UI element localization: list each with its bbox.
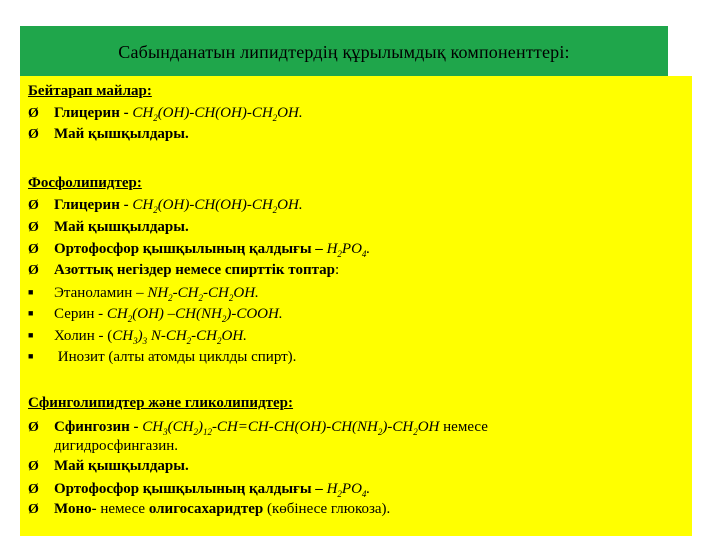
formula-text: ) [197, 419, 203, 435]
title-text: Сабынданатын липидтердің құрылымдық компоненттері: [118, 41, 570, 62]
item-text: немесе [439, 419, 488, 435]
formula-text: CH [142, 419, 164, 435]
formula-subscript: 2 [337, 489, 342, 499]
formula-text: (OH) –CH(NH [132, 306, 222, 322]
formula-text: (CH [167, 419, 194, 435]
formula-text: OH. [277, 197, 303, 213]
formula-text: ) [137, 328, 143, 344]
list-item-continuation [54, 437, 178, 455]
formula-subscript: 2 [272, 113, 278, 123]
formula-text: -CH=CH-CH(OH)-CH(NH [211, 419, 378, 435]
formula-subscript: 2 [198, 293, 204, 303]
arrow-bullet-icon: Ø [28, 220, 39, 235]
item-label: Май қышқылдары. [54, 458, 189, 474]
arrow-bullet-icon: Ø [28, 127, 39, 142]
item-text: дигидросфингазин. [54, 438, 178, 454]
item-text: (көбінесе глюкоза). [263, 501, 391, 517]
formula-text: -CH [172, 285, 199, 301]
list-item [28, 457, 189, 476]
item-label: олигосахаридтер [148, 501, 264, 517]
formula-text: )-CH [382, 419, 414, 435]
square-bullet-icon: ■ [28, 308, 34, 318]
formula-subscript: 2 [153, 205, 158, 215]
formula-subscript: 3 [142, 336, 148, 346]
list-item [28, 125, 189, 144]
formula-text: OH. [221, 328, 247, 344]
formula-subscript: 2 [377, 427, 383, 437]
formula-subscript: 2 [337, 249, 342, 259]
item-label: Май қышқылдары. [54, 126, 189, 142]
formula-subscript: 3 [163, 427, 168, 437]
arrow-bullet-icon: Ø [28, 106, 39, 121]
item-label: Азоттық негіздер немесе спирттік топтар [54, 262, 335, 278]
formula-text: PO [341, 241, 362, 257]
formula-text: (OH)-CH(OH)-CH [157, 197, 273, 213]
formula-subscript: 12 [202, 427, 212, 437]
formula-text: CH [106, 306, 128, 322]
list-item [28, 196, 303, 219]
formula-subscript: 2 [217, 336, 222, 346]
formula-subscript: 4 [361, 249, 367, 259]
formula-text: NH [147, 285, 169, 301]
formula-subscript: 2 [228, 293, 234, 303]
formula-subscript: 2 [413, 427, 418, 437]
formula-text: OH. [277, 105, 303, 121]
formula-text: OH [417, 419, 440, 435]
formula-text: CH [112, 328, 134, 344]
item-label: Сфингозин - [54, 419, 143, 435]
item-text: немесе [96, 501, 149, 517]
arrow-bullet-icon: Ø [28, 198, 39, 213]
formula-text: -CH [191, 328, 218, 344]
formula-text: )-COOH. [226, 306, 283, 322]
item-label: Ортофосфор қышқылының қалдығы – [54, 481, 327, 497]
item-label: Моно- [54, 501, 97, 517]
arrow-bullet-icon: Ø [28, 420, 39, 435]
formula-text: (OH)-CH(OH)-CH [157, 105, 273, 121]
list-item [28, 104, 303, 127]
formula-text: . [366, 481, 371, 497]
formula-text: PO [341, 481, 362, 497]
section-heading-neutral-fats: Бейтарап майлар: [28, 83, 152, 99]
arrow-bullet-icon: Ø [28, 502, 39, 517]
section-heading-sphingolipids: Сфинголипидтер және гликолипидтер: [28, 395, 294, 411]
formula-text: N-CH [147, 328, 187, 344]
arrow-bullet-icon: Ø [28, 482, 39, 497]
formula-subscript: 2 [272, 205, 278, 215]
formula-text: OH. [233, 285, 259, 301]
formula-subscript: 3 [133, 336, 138, 346]
item-text: Инозит (алты атомды циклды спирт). [54, 349, 297, 365]
arrow-bullet-icon: Ø [28, 459, 39, 474]
formula-subscript: 2 [221, 314, 227, 324]
item-text: Этаноламин – [54, 285, 148, 301]
list-item [28, 347, 296, 366]
square-bullet-icon: ■ [28, 330, 34, 340]
formula-subscript: 2 [153, 113, 158, 123]
formula-text: H [326, 241, 338, 257]
section-heading-phospholipids: Фосфолипидтер: [28, 175, 142, 191]
slide-title [20, 26, 668, 78]
item-label: Глицерин - [54, 105, 133, 121]
formula-text: H [326, 481, 338, 497]
list-item [28, 218, 189, 237]
list-item [28, 500, 390, 519]
formula-text: -CH [203, 285, 229, 301]
formula-subscript: 2 [193, 427, 198, 437]
formula-subscript: 2 [168, 293, 173, 303]
formula-text: CH [132, 105, 154, 121]
arrow-bullet-icon: Ø [28, 242, 39, 257]
arrow-bullet-icon: Ø [28, 263, 39, 278]
item-label: Ортофосфор қышқылының қалдығы – [54, 241, 327, 257]
list-item [28, 261, 339, 280]
item-text: Серин - [54, 306, 107, 322]
item-text: : [335, 262, 340, 278]
formula-text: . [366, 241, 371, 257]
formula-subscript: 2 [127, 314, 133, 324]
list-item [28, 240, 370, 263]
list-item [28, 304, 283, 328]
item-label: Май қышқылдары. [54, 219, 189, 235]
formula-subscript: 4 [361, 489, 367, 499]
item-label: Глицерин - [54, 197, 133, 213]
square-bullet-icon: ■ [28, 287, 34, 297]
formula-subscript: 2 [186, 336, 192, 346]
formula-text: CH [132, 197, 154, 213]
square-bullet-icon: ■ [28, 351, 34, 361]
item-text: Холин - ( [54, 328, 113, 344]
